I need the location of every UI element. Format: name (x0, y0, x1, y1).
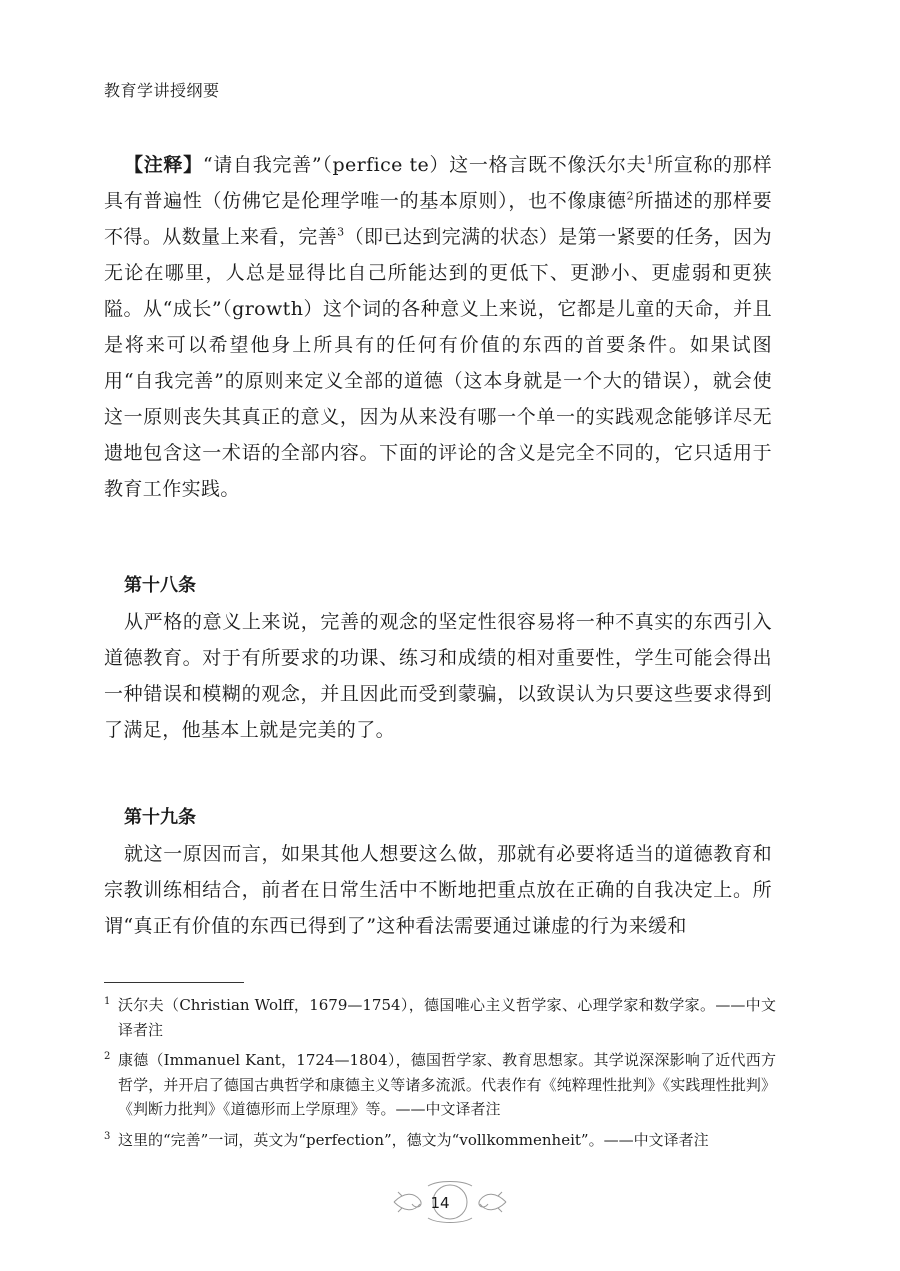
footnotes (104, 993, 776, 1158)
article-19 (104, 800, 772, 944)
footnote-ref-3[interactable]: 3 (337, 225, 345, 239)
article-18-title: 第十八条 (124, 575, 196, 596)
article-18-text: 从严格的意义上来说，完善的观念的坚定性很容易将一种不真实的东西引入道德教育。对于有所要求的功课、练习和成绩的相对重要性，学生可能会得出一种错误和模糊的观念，并且因此而受到蒙骗，以致误认为只要这些要求得到了满足，他基本上就是完美的了。 (104, 611, 772, 741)
note-text-1: “请自我完善”（perfice te）这一格言既不像沃尔夫 (202, 154, 647, 176)
footnote-number: 3 (104, 1130, 111, 1142)
footnote-number: 1 (104, 996, 111, 1007)
article-19-title: 第十九条 (124, 807, 196, 828)
note-text-2: 所宣称的那样具有普遍性（仿佛它是伦理学唯一的基本原则），也不像康德 (104, 154, 773, 212)
footnote-text: 沃尔夫（Christian Wolff，1679—1754），德国唯心主义哲学家、心理学家和数学家。——中文译者注 (118, 996, 776, 1039)
footnote-text: 这里的“完善”一词，英文为“perfection”，德文为“vollkommenheit”。——中文译者注 (118, 1130, 709, 1149)
footnote-1 (104, 993, 776, 1042)
note-text-3: 所描述的那样要不得。从数量上来看，完善 (104, 190, 772, 248)
article-18 (104, 568, 772, 748)
page-number: 14 (430, 1194, 450, 1212)
footnote-ref-1[interactable]: 1 (646, 153, 654, 167)
footnote-text: 康德（Immanuel Kant，1724—1804），德国哲学家、教育思想家。其学说深深影响了近代西方哲学，并开启了德国古典哲学和康德主义等诸多流派。代表作有《纯粹理性批判》《实践理性批判》《判断力批判》《道德形而上学原理》等。——中文译者注 (118, 1051, 776, 1118)
note-label: 【注释】 (124, 154, 203, 176)
note-paragraph (104, 147, 772, 507)
article-19-text: 就这一原因而言，如果其他人想要这么做，那就有必要将适当的道德教育和宗教训练相结合，前者在日常生活中不断地把重点放在正确的自我决定上。所谓“真正有价值的东西已得到了”这种看法需要通过谦虚的行为来缓和 (104, 843, 772, 937)
footnote-number: 2 (104, 1051, 111, 1062)
footnote-ref-2[interactable]: 2 (626, 189, 635, 203)
note-text-4: （即已达到完满的状态）是第一紧要的任务，因为无论在哪里，人总是显得比自己所能达到的更低下、更渺小、更虚弱和更狭隘。从“成长”（growth）这个词的各种意义上来说，它都是儿童的天命，并且是将来可以希望他身上所具有的任何有价值的东西的首要条件。如果试图用“自我完善”的原则来定义全部的道德（这本身就是一个大的错误），就会使这一原则丧失其真正的意义，因为从来没有哪一个单一的实践观念能够详尽无遗地包含这一术语的全部内容。下面的评论的含义是完全不同的，它只适用于教育工作实践。 (104, 226, 772, 500)
footnote-2 (104, 1048, 776, 1122)
footnote-3 (104, 1128, 776, 1153)
footnote-divider (104, 982, 244, 983)
running-head: 教育学讲授纲要 (104, 81, 220, 100)
